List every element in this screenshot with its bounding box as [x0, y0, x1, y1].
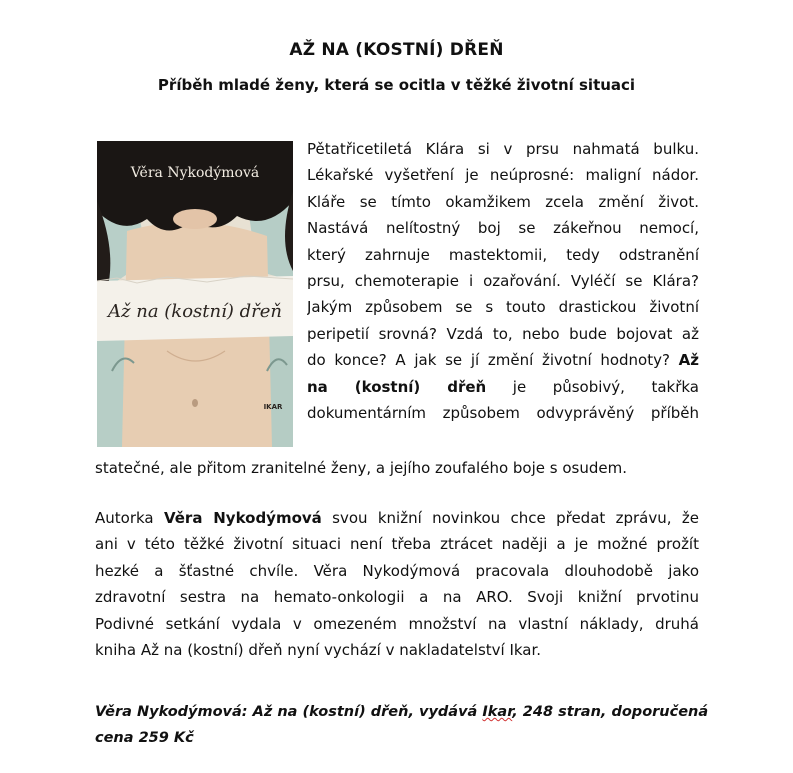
paragraph-2 — [95, 505, 699, 663]
article-title: AŽ NA (KOSTNÍ) DŘEŇ — [289, 40, 504, 60]
text-segment: svou knižní novinkou chce předat zprávu, že — [332, 509, 699, 527]
text-line-with-bold — [307, 374, 699, 400]
book-cover-image — [97, 141, 293, 447]
author-name-bold: Věra Nykodýmová — [163, 509, 322, 527]
text-line: dokumentárním způsobem odvyprávěný příběh — [307, 403, 699, 422]
text-line — [95, 699, 709, 725]
cover-publisher-text: IKAR — [263, 403, 283, 411]
text-line: ani v této těžké životní situaci není třeba ztrácet naději a je možné prožít — [95, 535, 699, 554]
book-info-footer — [95, 699, 709, 752]
text-segment: Autorka — [95, 509, 154, 527]
book-title-bold: Až — [678, 351, 699, 370]
text-line: Nastává nelítostný boj se zákeřnou nemocí, — [307, 219, 699, 238]
publisher-name: Ikar — [482, 704, 513, 720]
cover-title-text: Až na (kostní) dřeň — [108, 301, 282, 322]
article-subtitle: Příběh mladé ženy, která se ocitla v těžké životní situaci — [157, 76, 636, 94]
cover-author-text: Věra Nykodýmová — [130, 165, 260, 181]
text-line: Lékařské vyšetření je neúprosné: maligní nádor. — [307, 166, 699, 185]
text-line: Pětatřicetiletá Klára si v prsu nahmatá bulku. — [307, 140, 699, 158]
text-line: Podivné setkání vydala v omezeném množství na vlastní náklady, druhá — [95, 614, 699, 633]
text-segment: Věra Nykodýmová: Až na (kostní) dřeň, vydává — [95, 704, 478, 720]
paragraph-1-last-line: statečné, ale přitom zranitelné ženy, a jejího zoufalého boje s osudem. — [95, 459, 627, 477]
paragraph-1-column — [307, 136, 699, 426]
text-line: Jakým způsobem se s touto drastickou životní — [307, 298, 699, 317]
text-line: zdravotní sestra na hemato-onkologii a na ARO. Svoji knižní prvotinu — [95, 588, 699, 607]
text-line: peripetií srovná? Vzdá to, nebo bude bojovat až — [307, 324, 699, 343]
text-line: Kláře se tímto okamžikem zcela změní život. — [307, 192, 699, 211]
text-line: kniha Až na (kostní) dřeň nyní vychází v nakladatelství Ikar. — [95, 640, 542, 659]
text-line-with-bold — [95, 505, 699, 531]
book-title-bold: na (kostní) dřeň — [307, 377, 487, 396]
text-line-with-bold — [307, 347, 699, 373]
text-segment: , 248 stran, doporučená — [512, 704, 709, 720]
text-line: prsu, chemoterapie i ozařování. Vyléčí se Klára? — [307, 271, 699, 290]
text-segment: do konce? A jak se jí změní životní hodnoty? — [307, 351, 670, 370]
price-line: cena 259 Kč — [95, 730, 194, 747]
text-segment: je působivý, takřka — [512, 377, 699, 396]
text-line: který zahrnuje mastektomii, tedy odstranění — [307, 245, 699, 264]
text-line: hezké a šťastné chvíle. Věra Nykodýmová pracovala dlouhodobě jako — [95, 561, 699, 580]
